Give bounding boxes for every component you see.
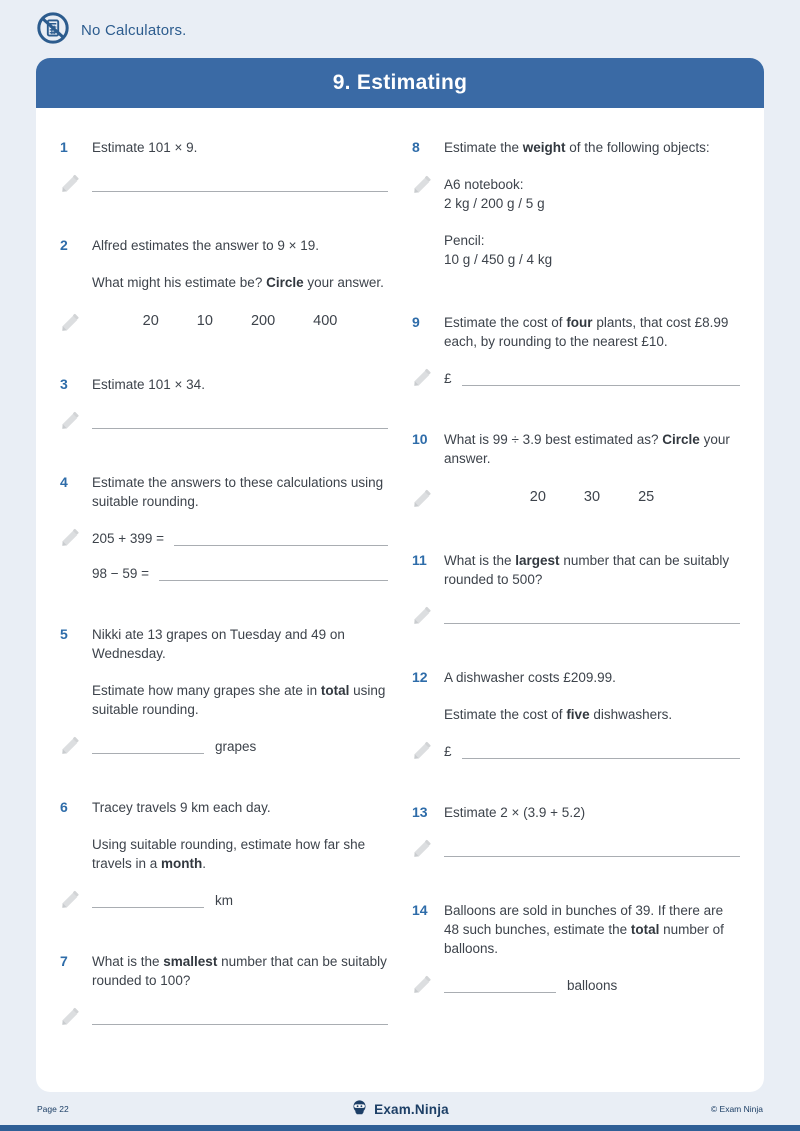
answer-line[interactable] <box>444 843 740 857</box>
question-number: 8 <box>412 139 420 155</box>
pencil-icon <box>59 735 81 757</box>
answer-option[interactable]: 30 <box>583 489 601 505</box>
question <box>60 798 388 908</box>
question-number: 12 <box>412 669 428 685</box>
answer-option[interactable]: 20 <box>529 489 546 505</box>
question <box>412 551 740 624</box>
question-text: Estimate the cost of four plants, that cost £8.99 each, by rounding to the nearest £10. <box>444 315 729 349</box>
pencil-icon <box>59 889 81 911</box>
answer-options-row <box>92 312 388 331</box>
answer-unit: km <box>215 893 233 908</box>
top-bar <box>36 11 187 49</box>
question-text: A6 notebook: 2 kg / 200 g / 5 g <box>444 175 740 213</box>
answer-row <box>444 978 740 993</box>
question-body <box>92 138 388 192</box>
question-number: 10 <box>412 431 428 447</box>
question-body <box>444 901 740 993</box>
question <box>60 236 388 331</box>
question-number: 11 <box>412 552 427 568</box>
question-text: Using suitable rounding, estimate how far she travels in a month. <box>92 837 366 871</box>
question-text: Estimate the weight of the following objects: <box>444 140 710 155</box>
brand-name: Exam.Ninja <box>374 1101 449 1117</box>
answer-line[interactable] <box>92 415 388 429</box>
answer-line[interactable] <box>444 610 740 624</box>
question-number: 5 <box>60 626 68 642</box>
question <box>412 138 740 269</box>
answer-option[interactable]: 400 <box>313 313 338 329</box>
question-body <box>92 473 388 581</box>
answer-row <box>92 566 388 581</box>
question-text: Nikki ate 13 grapes on Tuesday and 49 on Wednesday. <box>92 627 345 661</box>
answer-row <box>92 739 388 754</box>
answer-option[interactable]: 10 <box>196 313 213 329</box>
answer-row <box>92 1010 388 1025</box>
question-body <box>92 236 388 331</box>
question-number: 9 <box>412 314 420 330</box>
pencil-icon <box>411 605 433 627</box>
pencil-icon <box>59 410 81 432</box>
pencil-icon <box>59 527 81 549</box>
answer-row <box>92 414 388 429</box>
pencil-icon <box>411 174 433 196</box>
question-number: 1 <box>60 139 68 155</box>
answer-label: 98 − 59 = <box>92 566 150 581</box>
question-text: Alfred estimates the answer to 9 × 19. <box>92 238 319 253</box>
page-title: 9. Estimating <box>332 71 468 94</box>
question-number: 3 <box>60 376 68 392</box>
bottom-accent-bar <box>0 1125 800 1131</box>
answer-label: 205 + 399 = <box>92 531 165 546</box>
answer-line[interactable] <box>92 740 204 754</box>
question-body <box>444 551 740 624</box>
question-body <box>444 138 740 269</box>
answer-line[interactable] <box>174 532 388 546</box>
question <box>60 375 388 429</box>
question-number: 14 <box>412 902 428 918</box>
question-text: Estimate the answers to these calculations using suitable rounding. <box>92 475 384 509</box>
pencil-icon <box>59 312 81 334</box>
question-number: 6 <box>60 799 68 815</box>
answer-label: £ <box>444 744 452 759</box>
worksheet-header <box>36 58 764 108</box>
answer-row <box>92 531 388 546</box>
question-text: Balloons are sold in bunches of 39. If there are 48 such bunches, estimate the total number of balloons. <box>444 903 724 956</box>
pencil-icon <box>411 740 433 762</box>
question <box>412 803 740 857</box>
question-text: What might his estimate be? Circle your answer. <box>92 275 384 290</box>
worksheet-card <box>36 58 764 1092</box>
question-body <box>92 625 388 754</box>
question <box>412 901 740 993</box>
question <box>412 430 740 507</box>
question <box>60 138 388 192</box>
answer-option[interactable]: 25 <box>638 489 655 505</box>
answer-options-row <box>444 488 740 507</box>
questions-column-right <box>412 138 740 1069</box>
pencil-icon <box>59 173 81 195</box>
question-body <box>444 803 740 857</box>
answer-label: £ <box>444 371 452 386</box>
answer-line[interactable] <box>462 745 740 759</box>
question-body <box>444 430 740 507</box>
answer-row <box>444 744 740 759</box>
question <box>412 668 740 759</box>
question-number: 4 <box>60 474 68 490</box>
pencil-icon <box>411 488 433 510</box>
question-body <box>92 952 388 1025</box>
pencil-icon <box>411 974 433 996</box>
question-number: 13 <box>412 804 428 820</box>
answer-option[interactable]: 20 <box>142 313 159 329</box>
question <box>412 313 740 386</box>
answer-row <box>444 371 740 386</box>
question-text: Estimate 101 × 34. <box>92 377 205 392</box>
question-body <box>444 668 740 759</box>
question-body <box>444 313 740 386</box>
answer-unit: grapes <box>215 739 257 754</box>
ninja-icon <box>351 1099 368 1119</box>
question-text: Pencil: 10 g / 450 g / 4 kg <box>444 233 553 267</box>
pencil-icon <box>411 367 433 389</box>
question-text: Estimate 101 × 9. <box>92 140 198 155</box>
question <box>60 473 388 581</box>
page-footer <box>0 1093 800 1125</box>
no-calculator-icon <box>36 11 70 50</box>
question <box>60 625 388 754</box>
question-text: What is the smallest number that can be suitably rounded to 100? <box>92 954 387 988</box>
brand-logo <box>0 1099 800 1119</box>
pencil-icon <box>411 838 433 860</box>
questions-area <box>36 108 764 1069</box>
answer-line[interactable] <box>92 894 204 908</box>
answer-line[interactable] <box>92 1011 388 1025</box>
page-number: Page 22 <box>37 1104 69 1114</box>
copyright: © Exam Ninja <box>710 1104 763 1114</box>
pencil-icon <box>59 1006 81 1028</box>
answer-line[interactable] <box>92 178 388 192</box>
question-text: Estimate 2 × (3.9 + 5.2) <box>444 805 586 820</box>
question-text: What is the largest number that can be suitably rounded to 500? <box>444 553 730 587</box>
question-text: Estimate the cost of five dishwashers. <box>444 707 673 722</box>
answer-row <box>444 842 740 857</box>
answer-line[interactable] <box>444 979 556 993</box>
answer-line[interactable] <box>462 372 740 386</box>
answer-option[interactable]: 200 <box>250 313 276 329</box>
question-text: What is 99 ÷ 3.9 best estimated as? Circle your answer. <box>444 432 730 466</box>
question-body <box>92 375 388 429</box>
answer-unit: balloons <box>567 978 618 993</box>
answer-row <box>444 609 740 624</box>
answer-line[interactable] <box>159 567 388 581</box>
no-calculators-label: No Calculators. <box>81 21 187 39</box>
question-body <box>92 798 388 908</box>
question-text: Estimate how many grapes she ate in total using suitable rounding. <box>92 683 386 717</box>
question-number: 2 <box>60 237 68 253</box>
answer-row <box>92 893 388 908</box>
questions-column-left <box>60 138 388 1069</box>
question-text: Tracey travels 9 km each day. <box>92 800 271 815</box>
question-number: 7 <box>60 953 68 969</box>
question <box>60 952 388 1025</box>
answer-row <box>92 177 388 192</box>
question-text: A dishwasher costs £209.99. <box>444 670 616 685</box>
